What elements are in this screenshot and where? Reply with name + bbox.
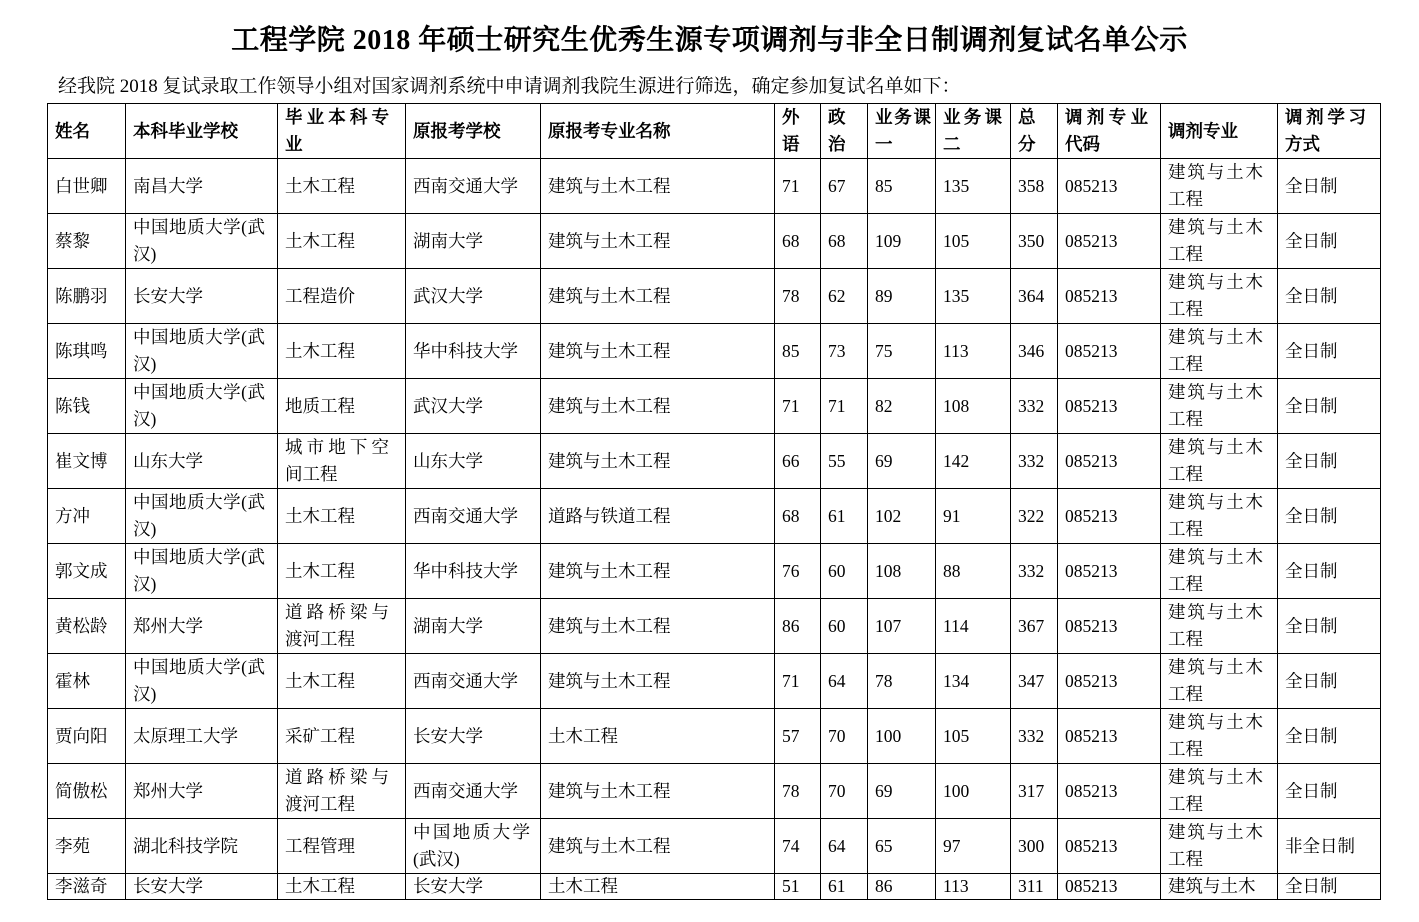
cell-foreign_lang: 71	[775, 159, 821, 214]
cell-orig_major: 土木工程	[541, 874, 775, 900]
cell-adj_major: 建筑与土木工程	[1161, 214, 1278, 269]
cell-politics: 61	[821, 874, 868, 900]
cell-orig_school: 华中科技大学	[406, 324, 541, 379]
cell-adj_code: 085213	[1058, 489, 1161, 544]
cell-course1: 108	[868, 544, 936, 599]
cell-total: 347	[1011, 654, 1058, 709]
table-row	[48, 269, 1381, 324]
cell-foreign_lang: 66	[775, 434, 821, 489]
cell-course2: 134	[936, 654, 1011, 709]
cell-name: 郭文成	[48, 544, 126, 599]
cell-adj_major: 建筑与土木工程	[1161, 764, 1278, 819]
cell-undergrad_school: 长安大学	[126, 874, 278, 900]
cell-adj_major: 建筑与土木工程	[1161, 819, 1278, 874]
cell-course2: 135	[936, 159, 1011, 214]
cell-adj_mode: 全日制	[1278, 764, 1381, 819]
table-row	[48, 159, 1381, 214]
cell-adj_major: 建筑与土木工程	[1161, 269, 1278, 324]
cell-adj_mode: 全日制	[1278, 544, 1381, 599]
table-row	[48, 874, 1381, 900]
cell-orig_school: 西南交通大学	[406, 159, 541, 214]
column-header-name: 姓名	[48, 104, 126, 159]
column-header-total: 总分	[1011, 104, 1058, 159]
cell-undergrad_major: 地质工程	[278, 379, 406, 434]
cell-foreign_lang: 57	[775, 709, 821, 764]
cell-undergrad_school: 山东大学	[126, 434, 278, 489]
table-row	[48, 379, 1381, 434]
cell-name: 方冲	[48, 489, 126, 544]
cell-total: 332	[1011, 379, 1058, 434]
cell-name: 陈鹏羽	[48, 269, 126, 324]
cell-orig_school: 华中科技大学	[406, 544, 541, 599]
shortlist-table	[47, 103, 1381, 900]
cell-undergrad_major: 土木工程	[278, 544, 406, 599]
cell-orig_major: 建筑与土木工程	[541, 214, 775, 269]
cell-undergrad_major: 工程造价	[278, 269, 406, 324]
cell-adj_mode: 全日制	[1278, 214, 1381, 269]
cell-course2: 142	[936, 434, 1011, 489]
table-row	[48, 654, 1381, 709]
cell-adj_code: 085213	[1058, 874, 1161, 900]
column-header-adj_code: 调剂专业代码	[1058, 104, 1161, 159]
cell-undergrad_major: 工程管理	[278, 819, 406, 874]
cell-undergrad_school: 中国地质大学(武汉)	[126, 489, 278, 544]
column-header-adj_major: 调剂专业	[1161, 104, 1278, 159]
cell-orig_school: 湖南大学	[406, 599, 541, 654]
cell-politics: 60	[821, 599, 868, 654]
table-row	[48, 324, 1381, 379]
cell-course1: 69	[868, 434, 936, 489]
cell-course1: 107	[868, 599, 936, 654]
cell-adj_code: 085213	[1058, 269, 1161, 324]
cell-name: 李滋奇	[48, 874, 126, 900]
cell-course2: 113	[936, 324, 1011, 379]
cell-total: 364	[1011, 269, 1058, 324]
cell-name: 蔡黎	[48, 214, 126, 269]
cell-orig_school: 武汉大学	[406, 379, 541, 434]
page-title: 工程学院 2018 年硕士研究生优秀生源专项调剂与非全日制调剂复试名单公示	[231, 25, 1188, 56]
cell-adj_major: 建筑与土木工程	[1161, 709, 1278, 764]
cell-foreign_lang: 68	[775, 489, 821, 544]
cell-adj_mode: 全日制	[1278, 489, 1381, 544]
cell-course2: 100	[936, 764, 1011, 819]
cell-course1: 82	[868, 379, 936, 434]
cell-adj_major: 建筑与土木工程	[1161, 159, 1278, 214]
cell-orig_major: 土木工程	[541, 709, 775, 764]
column-header-orig_major: 原报考专业名称	[541, 104, 775, 159]
cell-name: 简傲松	[48, 764, 126, 819]
cell-total: 332	[1011, 709, 1058, 764]
cell-name: 黄松龄	[48, 599, 126, 654]
cell-course2: 108	[936, 379, 1011, 434]
cell-foreign_lang: 51	[775, 874, 821, 900]
cell-adj_mode: 全日制	[1278, 269, 1381, 324]
cell-adj_code: 085213	[1058, 654, 1161, 709]
table-row	[48, 434, 1381, 489]
table-row	[48, 819, 1381, 874]
table-row	[48, 489, 1381, 544]
cell-orig_major: 建筑与土木工程	[541, 159, 775, 214]
cell-total: 358	[1011, 159, 1058, 214]
cell-course2: 105	[936, 214, 1011, 269]
cell-adj_code: 085213	[1058, 434, 1161, 489]
cell-adj_mode: 全日制	[1278, 654, 1381, 709]
cell-adj_major: 建筑与土木工程	[1161, 379, 1278, 434]
cell-adj_mode: 全日制	[1278, 874, 1381, 900]
table-row	[48, 709, 1381, 764]
cell-orig_school: 武汉大学	[406, 269, 541, 324]
cell-orig_major: 建筑与土木工程	[541, 269, 775, 324]
table-row	[48, 544, 1381, 599]
cell-orig_major: 建筑与土木工程	[541, 324, 775, 379]
table-row	[48, 214, 1381, 269]
cell-adj_major: 建筑与土木工程	[1161, 654, 1278, 709]
cell-adj_mode: 非全日制	[1278, 819, 1381, 874]
cell-adj_major: 建筑与土木	[1161, 874, 1278, 900]
cell-politics: 71	[821, 379, 868, 434]
table-head	[48, 104, 1381, 159]
cell-undergrad_school: 中国地质大学(武汉)	[126, 214, 278, 269]
cell-adj_code: 085213	[1058, 214, 1161, 269]
cell-undergrad_major: 土木工程	[278, 159, 406, 214]
cell-adj_code: 085213	[1058, 544, 1161, 599]
cell-undergrad_school: 湖北科技学院	[126, 819, 278, 874]
cell-adj_major: 建筑与土木工程	[1161, 434, 1278, 489]
cell-course1: 100	[868, 709, 936, 764]
cell-undergrad_school: 太原理工大学	[126, 709, 278, 764]
cell-undergrad_school: 中国地质大学(武汉)	[126, 544, 278, 599]
column-header-orig_school: 原报考学校	[406, 104, 541, 159]
cell-undergrad_school: 中国地质大学(武汉)	[126, 379, 278, 434]
cell-adj_major: 建筑与土木工程	[1161, 324, 1278, 379]
cell-adj_mode: 全日制	[1278, 159, 1381, 214]
cell-orig_major: 建筑与土木工程	[541, 544, 775, 599]
cell-politics: 73	[821, 324, 868, 379]
header-row	[48, 104, 1381, 159]
cell-total: 332	[1011, 544, 1058, 599]
cell-politics: 70	[821, 709, 868, 764]
cell-name: 李苑	[48, 819, 126, 874]
cell-foreign_lang: 71	[775, 379, 821, 434]
cell-course1: 75	[868, 324, 936, 379]
cell-course2: 135	[936, 269, 1011, 324]
column-header-adj_mode: 调剂学习方式	[1278, 104, 1381, 159]
cell-politics: 70	[821, 764, 868, 819]
column-header-foreign_lang: 外语	[775, 104, 821, 159]
cell-undergrad_major: 土木工程	[278, 214, 406, 269]
cell-adj_mode: 全日制	[1278, 709, 1381, 764]
cell-name: 崔文博	[48, 434, 126, 489]
cell-name: 陈钱	[48, 379, 126, 434]
cell-foreign_lang: 86	[775, 599, 821, 654]
cell-name: 贾向阳	[48, 709, 126, 764]
cell-politics: 61	[821, 489, 868, 544]
cell-adj_major: 建筑与土木工程	[1161, 544, 1278, 599]
cell-orig_school: 长安大学	[406, 709, 541, 764]
cell-adj_mode: 全日制	[1278, 434, 1381, 489]
column-header-undergrad_school: 本科毕业学校	[126, 104, 278, 159]
cell-adj_mode: 全日制	[1278, 599, 1381, 654]
cell-undergrad_major: 道路桥梁与渡河工程	[278, 764, 406, 819]
cell-foreign_lang: 78	[775, 269, 821, 324]
cell-total: 311	[1011, 874, 1058, 900]
cell-undergrad_major: 道路桥梁与渡河工程	[278, 599, 406, 654]
cell-adj_major: 建筑与土木工程	[1161, 489, 1278, 544]
cell-total: 332	[1011, 434, 1058, 489]
cell-undergrad_school: 长安大学	[126, 269, 278, 324]
cell-name: 陈琪鸣	[48, 324, 126, 379]
cell-foreign_lang: 85	[775, 324, 821, 379]
cell-course1: 78	[868, 654, 936, 709]
cell-course1: 85	[868, 159, 936, 214]
cell-foreign_lang: 76	[775, 544, 821, 599]
cell-foreign_lang: 74	[775, 819, 821, 874]
cell-course2: 114	[936, 599, 1011, 654]
cell-foreign_lang: 71	[775, 654, 821, 709]
cell-politics: 55	[821, 434, 868, 489]
cell-politics: 62	[821, 269, 868, 324]
cell-adj_code: 085213	[1058, 324, 1161, 379]
cell-undergrad_school: 中国地质大学(武汉)	[126, 654, 278, 709]
cell-total: 300	[1011, 819, 1058, 874]
cell-adj_major: 建筑与土木工程	[1161, 599, 1278, 654]
cell-orig_major: 道路与铁道工程	[541, 489, 775, 544]
cell-adj_code: 085213	[1058, 599, 1161, 654]
cell-undergrad_school: 中国地质大学(武汉)	[126, 324, 278, 379]
cell-undergrad_major: 采矿工程	[278, 709, 406, 764]
cell-course1: 86	[868, 874, 936, 900]
cell-total: 346	[1011, 324, 1058, 379]
cell-adj_code: 085213	[1058, 379, 1161, 434]
table-row	[48, 599, 1381, 654]
cell-orig_school: 山东大学	[406, 434, 541, 489]
cell-politics: 64	[821, 654, 868, 709]
cell-adj_code: 085213	[1058, 764, 1161, 819]
cell-orig_major: 建筑与土木工程	[541, 379, 775, 434]
cell-course1: 89	[868, 269, 936, 324]
cell-undergrad_major: 土木工程	[278, 654, 406, 709]
cell-total: 367	[1011, 599, 1058, 654]
cell-undergrad_school: 郑州大学	[126, 599, 278, 654]
table-row	[48, 764, 1381, 819]
cell-name: 霍林	[48, 654, 126, 709]
cell-course1: 109	[868, 214, 936, 269]
cell-orig_major: 建筑与土木工程	[541, 764, 775, 819]
cell-politics: 68	[821, 214, 868, 269]
cell-orig_school: 长安大学	[406, 874, 541, 900]
column-header-politics: 政治	[821, 104, 868, 159]
cell-course1: 69	[868, 764, 936, 819]
intro-text: 经我院 2018 复试录取工作领导小组对国家调剂系统中申请调剂我院生源进行筛选，确定参加复试名单如下：	[58, 76, 961, 97]
cell-total: 350	[1011, 214, 1058, 269]
cell-total: 322	[1011, 489, 1058, 544]
cell-undergrad_major: 土木工程	[278, 324, 406, 379]
cell-course2: 113	[936, 874, 1011, 900]
column-header-course1: 业务课一	[868, 104, 936, 159]
cell-orig_major: 建筑与土木工程	[541, 434, 775, 489]
cell-adj_code: 085213	[1058, 159, 1161, 214]
cell-orig_school: 西南交通大学	[406, 489, 541, 544]
cell-course2: 88	[936, 544, 1011, 599]
cell-course1: 65	[868, 819, 936, 874]
cell-orig_school: 中国地质大学(武汉)	[406, 819, 541, 874]
cell-politics: 60	[821, 544, 868, 599]
cell-course2: 105	[936, 709, 1011, 764]
cell-orig_major: 建筑与土木工程	[541, 819, 775, 874]
cell-adj_code: 085213	[1058, 819, 1161, 874]
cell-name: 白世卿	[48, 159, 126, 214]
cell-adj_mode: 全日制	[1278, 379, 1381, 434]
cell-course2: 97	[936, 819, 1011, 874]
cell-undergrad_major: 城市地下空间工程	[278, 434, 406, 489]
cell-undergrad_school: 南昌大学	[126, 159, 278, 214]
cell-undergrad_major: 土木工程	[278, 489, 406, 544]
cell-foreign_lang: 78	[775, 764, 821, 819]
cell-orig_school: 西南交通大学	[406, 654, 541, 709]
cell-orig_school: 湖南大学	[406, 214, 541, 269]
cell-undergrad_school: 郑州大学	[126, 764, 278, 819]
table-body	[48, 159, 1381, 900]
column-header-course2: 业务课二	[936, 104, 1011, 159]
cell-total: 317	[1011, 764, 1058, 819]
cell-orig_major: 建筑与土木工程	[541, 654, 775, 709]
cell-politics: 67	[821, 159, 868, 214]
cell-adj_code: 085213	[1058, 709, 1161, 764]
cell-course1: 102	[868, 489, 936, 544]
cell-foreign_lang: 68	[775, 214, 821, 269]
cell-politics: 64	[821, 819, 868, 874]
column-header-undergrad_major: 毕业本科专业	[278, 104, 406, 159]
cell-orig_major: 建筑与土木工程	[541, 599, 775, 654]
cell-undergrad_major: 土木工程	[278, 874, 406, 900]
cell-orig_school: 西南交通大学	[406, 764, 541, 819]
cell-adj_mode: 全日制	[1278, 324, 1381, 379]
cell-course2: 91	[936, 489, 1011, 544]
